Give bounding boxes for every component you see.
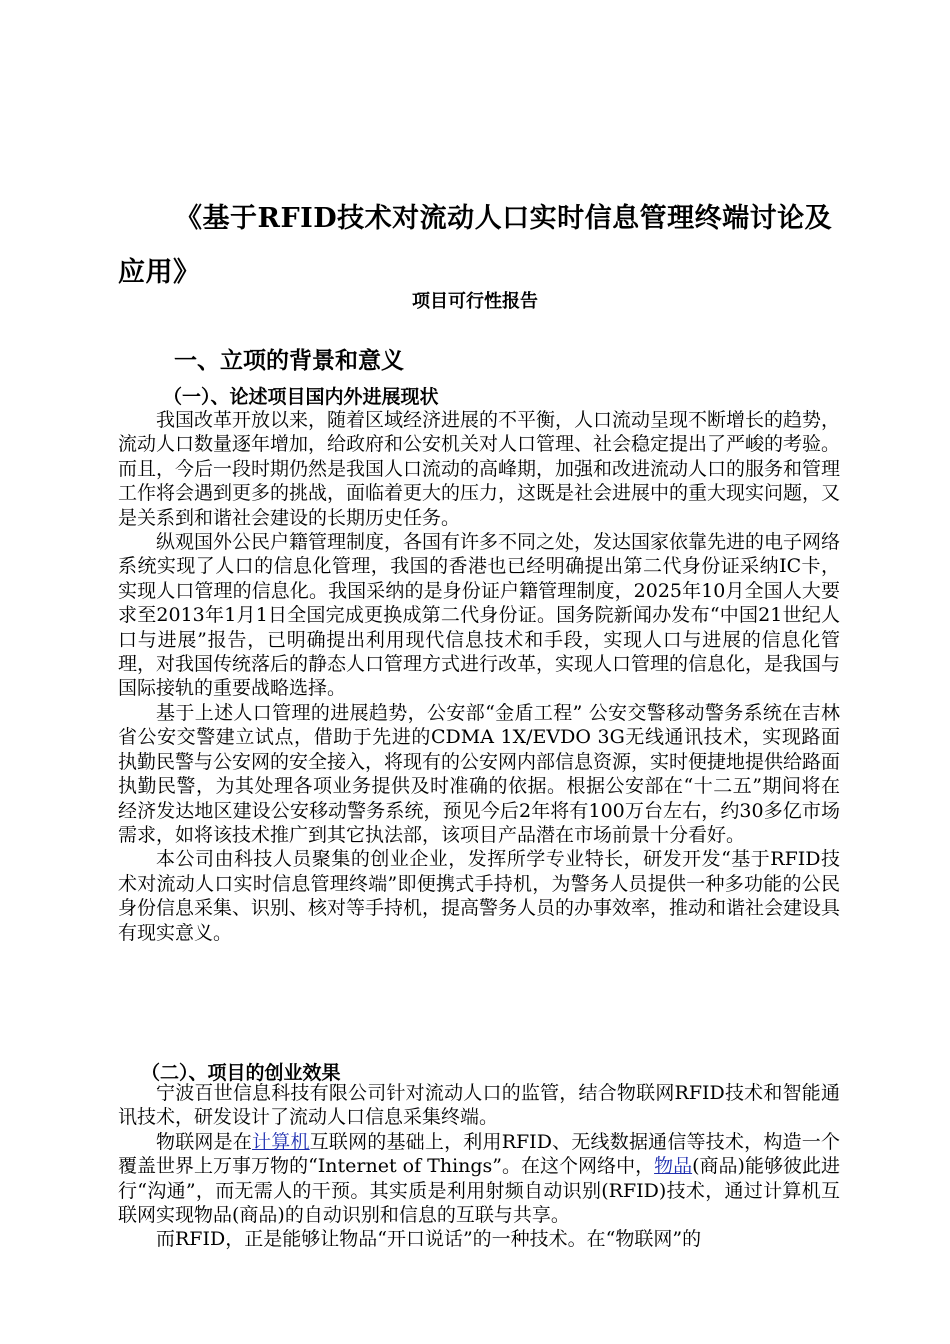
paragraph-with-links (118, 1130, 840, 1228)
computer-link[interactable]: 计算机 (252, 1130, 310, 1153)
subsection-heading-effect: （二）、项目的创业效果 (141, 1062, 341, 1084)
paragraph: 本公司由科技人员聚集的创业企业，发挥所学专业特长，研发开发“基于RFID技术对流动人口实时信息管理终端”即便携式手持机，为警务人员提供一种多功能的公民身份信息采集、识别、核对等手持机，提高警务人员的办事效率，推动和谐社会建设具有现实意义。 (118, 848, 841, 944)
section-body-effect (118, 1081, 840, 1252)
paragraph: 宁波百世信息科技有限公司针对流动人口的监管，结合物联网RFID技术和智能通讯技术，研发设计了流动人口信息采集终端。 (118, 1082, 840, 1129)
goods-link[interactable]: 物品 (654, 1155, 693, 1178)
paragraph: 我国改革开放以来，随着区域经济进展的不平衡，人口流动呈现不断增长的趋势，流动人口数量逐年增加，给政府和公安机关对人口管理、社会稳定提出了严峻的考验。而且，今后一段时期仍然是我国人口流动的高峰期，加强和改进流动人口的服务和管理工作将会遇到更多的挑战，面临着更大的压力，这既是社会进展中的重大现实问题，又是关系到和谐社会建设的长期历史任务。 (118, 409, 841, 529)
document-subtitle: 项目可行性报告 (412, 291, 538, 312)
text-run: (商品)能够彼此进行“沟通”，而无需人的干预。其实质是利用射频自动识别(RFID)技术，通过计算机互联网实现物品(商品)的自动识别和信息的互联与共享。 (118, 1155, 840, 1227)
document-title: 《基于RFID技术对流动人口实时信息管理终端讨论及应用》 (118, 203, 833, 288)
subsection-heading-status: （一）、论述项目国内外进展现状 (163, 386, 439, 408)
paragraph: 纵观国外公民户籍管理制度，各国有许多不同之处，发达国家依靠先进的电子网络系统实现了人口的信息化管理，我国的香港也已经明确提出第二代身份证采纳IC卡，实现人口管理的信息化。我国采纳的是身份证户籍管理制度，2025年10月全国人大要求至2013年1月1日全国完成更换成第二代身份证。国务院新闻办发布“中国21世纪人口与进展”报告，已明确提出利用现代信息技术和手段，实现人口与进展的信息化管理，对我国传统落后的静态人口管理方式进行改革，实现人口管理的信息化，是我国与国际接轨的重要战略选择。 (118, 531, 841, 700)
paragraph: 而RFID，正是能够让物品“开口说话”的一种技术。在“物联网”的 (156, 1228, 702, 1251)
section-body-status (118, 408, 840, 945)
text-run: 物联网是在 (156, 1130, 253, 1153)
section-heading-background: 一、立项的背景和意义 (174, 347, 404, 374)
text-run: 互联网的基础上，利用RFID、无线数据通信等技术，构造一个覆盖世界上万事万物的“Internet of Things”。在这个网络中， (118, 1130, 840, 1178)
paragraph: 基于上述人口管理的进展趋势，公安部“金盾工程” 公安交警移动警务系统在吉林省公安交警建立试点，借助于先进的CDMA 1X/EVDO 3G无线通讯技术，实现路面执勤民警与公安网的安全接入，将现有的公安网内部信息资源，实时便捷地提供给路面执勤民警，为其处理各项业务提供及时准确的依据。根据公安部在“十二五”期间将在经济发达地区建设公安移动警务系统，预见今后2年将有100万台左右，约30多亿市场需求，如将该技术推广到其它执法部，该项目产品潜在市场前景十分看好。 (118, 701, 841, 846)
